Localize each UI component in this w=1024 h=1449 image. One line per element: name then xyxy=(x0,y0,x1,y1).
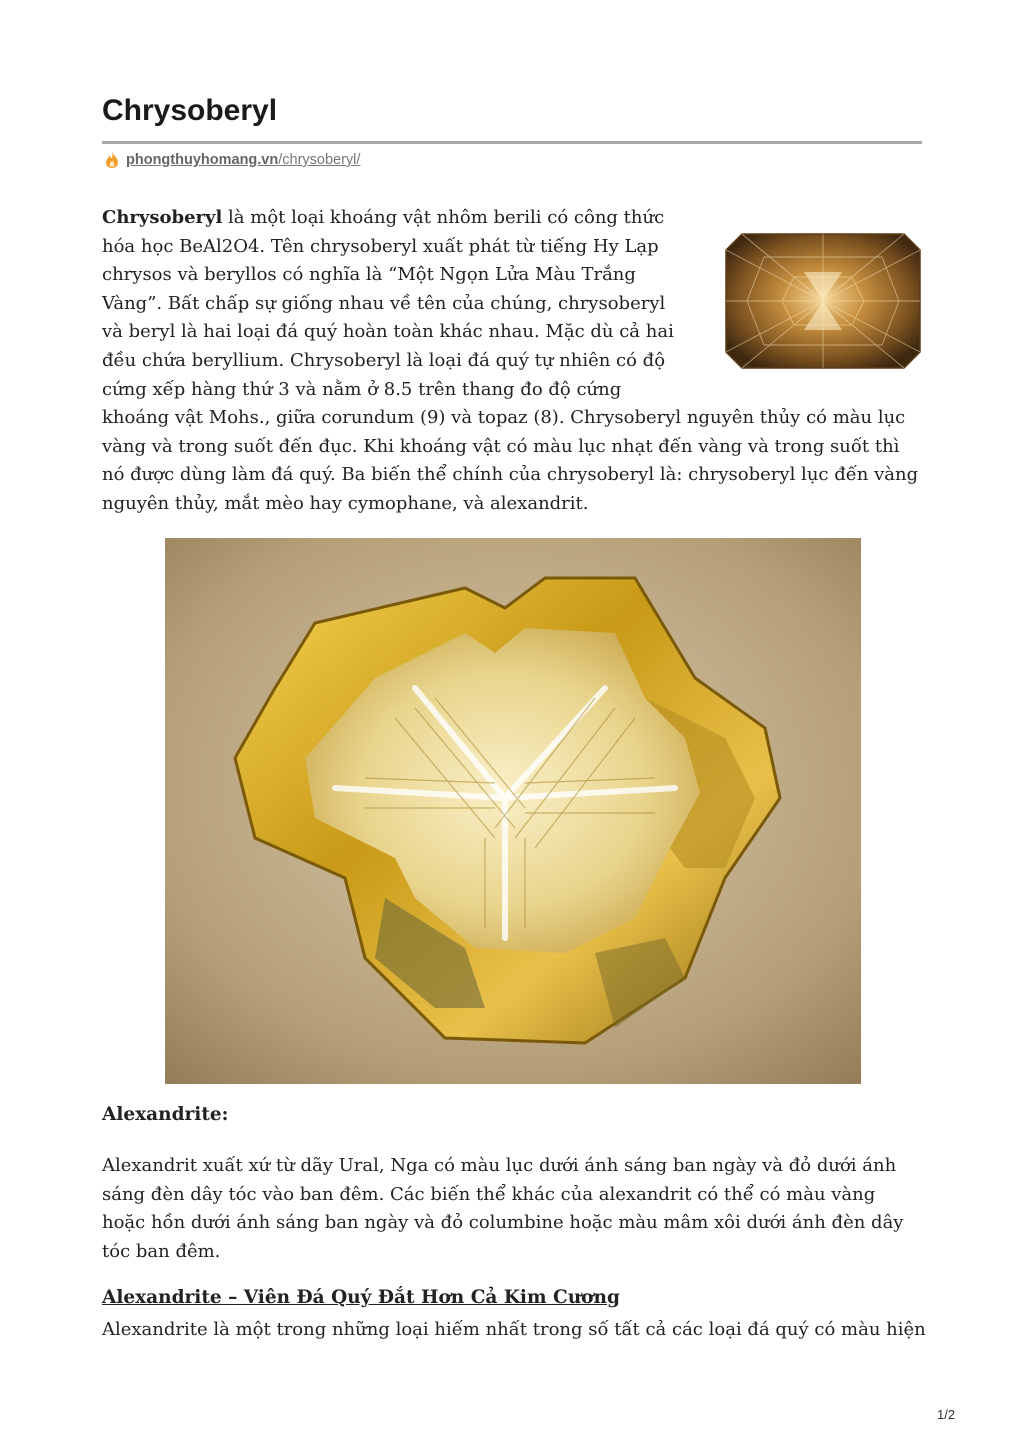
page-title: Chrysoberyl xyxy=(102,94,278,127)
flame-logo-icon xyxy=(104,151,120,169)
alexandrite-rarity-paragraph: Alexandrite là một trong những loại hiếm nhất trong số tất cả các loại đá quý có màu hiện xyxy=(102,1319,926,1340)
intro-paragraph xyxy=(102,204,922,519)
alexandrite-article-link[interactable]: Alexandrite – Viên Đá Quý Đắt Hơn Cả Kim Cương xyxy=(102,1287,620,1308)
intro-body: là một loại khoáng vật nhôm berili có công thức hóa học BeAl2O4. Tên chrysoberyl xuất phát từ tiếng Hy Lạp chrysos và beryllos có nghĩa là “Một Ngọn Lửa Màu Trắng Vàng”. Bất chấp sự giống nhau về tên của chúng, chrysoberyl và beryl là hai loại đá quý hoàn toàn khác nhau. Mặc dù cả hai đều chứa beryllium. Chrysoberyl là loại đá quý tự nhiên có độ cứng xếp hàng thứ 3 và nằm ở 8.5 trên thang đo độ cứng khoáng vật Mohs., giữa corundum (9) và topaz (8). Chrysoberyl nguyên thủy có màu lục vàng và trong suốt đến đục. Khi khoáng vật có màu lục nhạt đến vàng và trong suốt thì nó được dùng làm đá quý. Ba biến thể chính của chrysoberyl là: chrysoberyl lục đến vàng nguyên thủy, mắt mèo hay cymophane, và alexandrit. xyxy=(102,207,919,514)
title-divider xyxy=(102,141,922,144)
chrysoberyl-cut-gem-image xyxy=(724,232,922,370)
source-path: /chrysoberyl/ xyxy=(278,152,361,168)
source-link[interactable] xyxy=(126,152,360,168)
chrysoberyl-trilling-crystal-image xyxy=(165,538,861,1084)
alexandrite-paragraph: Alexandrit xuất xứ từ dãy Ural, Nga có màu lục dưới ánh sáng ban ngày và đỏ dưới ánh sáng đèn dây tóc vào ban đêm. Các biến thể khác của alexandrit có thể có màu vàng hoặc hồn dưới ánh sáng ban ngày và đỏ columbine hoặc màu mâm xôi dưới ánh đèn dây tóc ban đêm. xyxy=(102,1155,904,1262)
page-number: 1/2 xyxy=(937,1407,956,1422)
source-domain: phongthuyhomang.vn xyxy=(126,152,279,168)
intro-lead-term: Chrysoberyl xyxy=(102,207,223,228)
section-heading-alexandrite: Alexandrite: xyxy=(102,1104,229,1125)
source-link-row xyxy=(104,151,360,169)
